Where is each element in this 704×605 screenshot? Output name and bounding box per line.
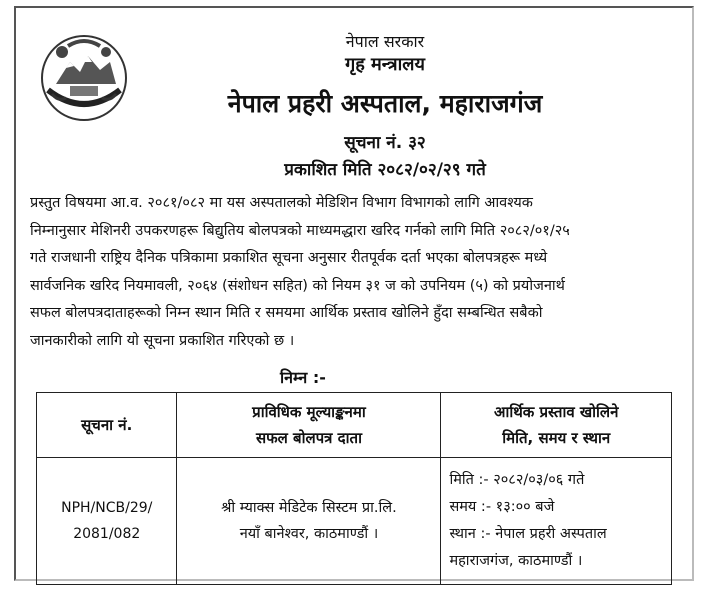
list-title: निम्न :- [280,368,326,387]
header-bidder: प्राविधिक मूल्याङ्कनमा सफल बोलपत्र दाता [177,393,441,458]
body-line: निम्नानुसार मेशिनरी उपकरणहरू बिद्युतिय बोलपत्रको माध्यमद्धारा खरिद गर्नको लागि मिति २०८२/०१/२५ [30,222,570,239]
published-date: प्रकाशित मिति २०८२/०२/२९ गते [284,160,486,180]
body-line: सार्वजनिक खरिद नियमावली, २०६४ (संशोधन सहित) को नियम ३१ ज को उपनियम (५) को प्रयोजनार्थ [30,277,565,294]
cell-schedule: मिति :- २०८२/०३/०६ गते समय :- १३:०० बजे स्थान :- नेपाल प्रहरी अस्पताल महाराजगंज, काठमाण्डौं । [441,458,672,585]
cell-bidder: श्री म्याक्स मेडिटेक सिस्टम प्रा.लि. नयाँ बानेश्वर, काठमाण्डौं । [177,458,441,585]
cell-notice-no: NPH/NCB/29/ 2081/082 [37,458,177,585]
notice-body [30,190,680,355]
table-header-row [37,393,672,458]
table-row [37,458,672,585]
body-line: प्रस्तुत विषयमा आ.व. २०८१/०८२ मा यस अस्पतालको मेडिशिन विभाग विभागको लागि आवश्यक [30,195,533,211]
header-schedule: आर्थिक प्रस्ताव खोलिने मिति, समय र स्थान [441,393,672,458]
body-line: सफल बोलपत्रदाताहरूको निम्न स्थान मिति र समयमा आर्थिक प्रस्ताव खोलिने हुँदा सम्बन्धित सबैको [30,305,543,321]
ministry-title: गृह मन्त्रालय [345,54,425,75]
notice-number: सूचना नं. ३२ [344,133,426,153]
header-notice-no: सूचना नं. [37,393,177,458]
nepal-emblem-icon [38,32,130,124]
body-line: जानकारीको लागि यो सूचना प्रकाशित गरिएको छ । [30,332,295,349]
body-line: गते राजधानी राष्ट्रिय दैनिक पत्रिकामा प्रकाशित सूचना अनुसार रीतपूर्वक दर्ता भएका बोलपत्रहरू मध्ये [30,250,548,266]
results-table [36,392,672,585]
hospital-title: नेपाल प्रहरी अस्पताल, महाराजगंज [227,89,543,118]
government-title: नेपाल सरकार [345,32,425,51]
